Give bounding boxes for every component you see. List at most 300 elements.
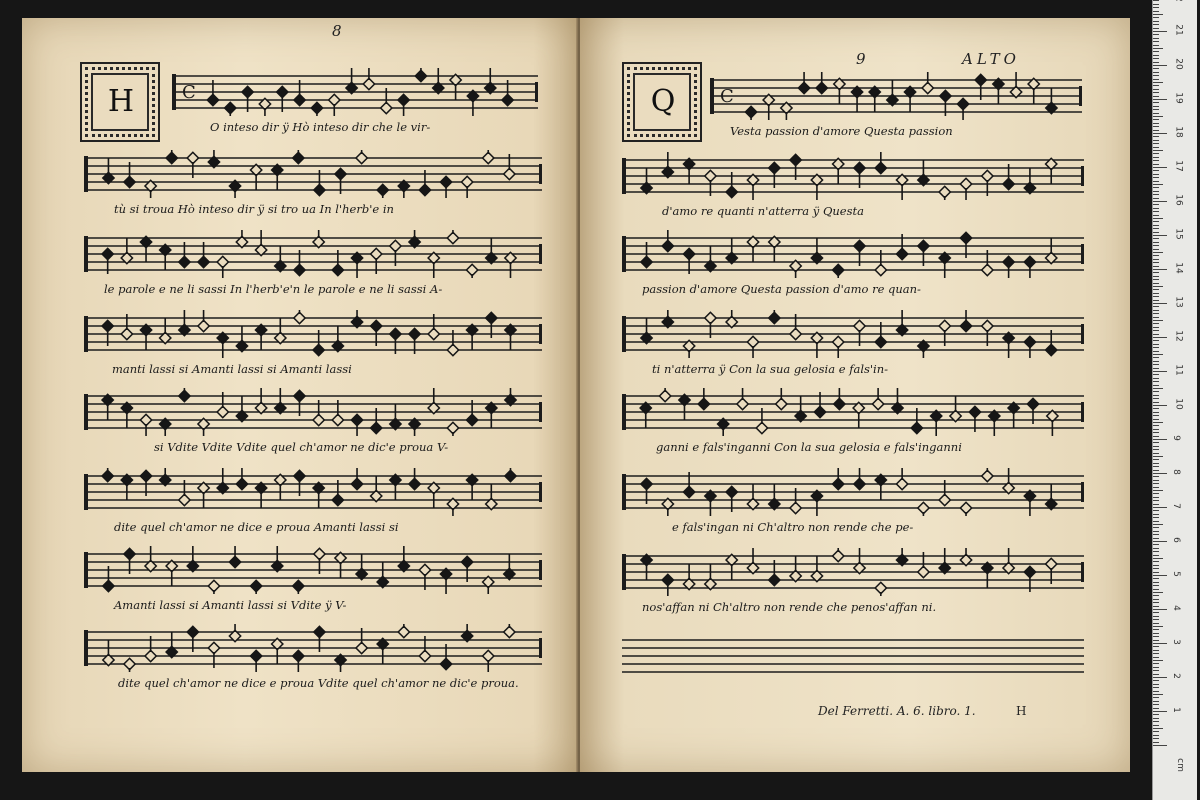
ruler-tick xyxy=(1153,609,1167,610)
ruler-tick xyxy=(1153,490,1163,491)
ruler-tick xyxy=(1153,449,1159,450)
ruler-tick xyxy=(1153,589,1159,590)
ruler-tick xyxy=(1153,31,1167,32)
ruler-tick xyxy=(1153,425,1159,426)
ruler-tick xyxy=(1153,527,1159,528)
ruler-tick xyxy=(1153,391,1159,392)
ruler-number: 5 xyxy=(1170,571,1181,577)
ruler-tick xyxy=(1153,728,1163,729)
ruler-tick xyxy=(1153,82,1163,83)
ruler-tick xyxy=(1153,459,1159,460)
ruler-tick xyxy=(1153,708,1159,709)
staff-system xyxy=(84,310,542,376)
ruler-tick xyxy=(1153,364,1159,365)
ruler-tick xyxy=(1153,11,1159,12)
page-number: 9 xyxy=(856,50,866,68)
ruler-tick xyxy=(1153,228,1159,229)
ruler-tick xyxy=(1153,116,1163,117)
ruler-tick xyxy=(1153,551,1159,552)
ruler-tick xyxy=(1153,289,1159,290)
staff-system xyxy=(84,388,542,454)
ruler-number: 18 xyxy=(1173,126,1184,138)
ruler-number: 14 xyxy=(1173,262,1184,274)
ruler-tick xyxy=(1153,65,1167,66)
lyric-line: tù si troua Hò inteso dir ÿ si tro ua In l'herb'e in xyxy=(114,202,394,216)
ruler-tick xyxy=(1153,514,1159,515)
staff-system xyxy=(84,150,542,216)
ruler-tick xyxy=(1153,371,1167,372)
ruler-tick xyxy=(1153,276,1159,277)
ruler-tick xyxy=(1153,429,1159,430)
ruler-tick xyxy=(1153,385,1159,386)
ruler-tick xyxy=(1153,99,1167,100)
ruler-tick xyxy=(1153,106,1159,107)
ruler-tick xyxy=(1153,735,1159,736)
ruler-tick xyxy=(1153,419,1159,420)
ruler-tick xyxy=(1153,286,1163,287)
ruler-number: 10 xyxy=(1173,398,1184,410)
ruler-tick xyxy=(1153,504,1159,505)
staff-system xyxy=(622,310,1084,376)
ruler-tick xyxy=(1153,184,1163,185)
ruler-tick xyxy=(1153,211,1159,212)
ruler-tick xyxy=(1153,238,1159,239)
staff-lines xyxy=(622,388,1084,436)
lyric-line: O inteso dir ÿ Hò inteso dir che le vir- xyxy=(210,120,431,134)
ruler-tick xyxy=(1153,119,1159,120)
ruler-tick xyxy=(1153,48,1163,49)
ruler-tick xyxy=(1153,62,1159,63)
ruler-tick xyxy=(1153,405,1167,406)
ruler-tick xyxy=(1153,521,1159,522)
ruler-tick xyxy=(1153,711,1167,712)
ruler-tick xyxy=(1153,691,1159,692)
ruler-tick xyxy=(1153,738,1159,739)
ruler-tick xyxy=(1153,507,1167,508)
ruler-tick xyxy=(1153,0,1159,1)
staff-lines xyxy=(622,468,1084,516)
ruler-number: 3 xyxy=(1170,639,1181,645)
ruler-tick xyxy=(1153,232,1159,233)
ruler-tick xyxy=(1153,555,1159,556)
ruler-tick xyxy=(1153,483,1159,484)
ruler-number xyxy=(1174,0,1184,2)
ruler-tick xyxy=(1153,398,1159,399)
ruler-tick xyxy=(1153,541,1167,542)
ruler-tick xyxy=(1153,704,1159,705)
ruler-tick xyxy=(1153,89,1159,90)
staff-system xyxy=(84,230,542,296)
ruler-tick xyxy=(1153,606,1159,607)
ruler-number: 7 xyxy=(1170,503,1181,509)
ruler-tick xyxy=(1153,153,1159,154)
ruler-tick xyxy=(1153,201,1167,202)
ruler-tick xyxy=(1153,643,1167,644)
ruler-tick xyxy=(1153,697,1159,698)
ruler-tick xyxy=(1153,194,1159,195)
ruler-tick xyxy=(1153,742,1159,743)
ruler-tick xyxy=(1153,133,1167,134)
ruler-tick xyxy=(1153,745,1167,746)
ruler-tick xyxy=(1153,524,1163,525)
staff-system xyxy=(622,468,1084,534)
svg-text:C: C xyxy=(182,82,196,103)
ruler-tick xyxy=(1153,334,1159,335)
ruler-tick xyxy=(1153,565,1159,566)
staff-system xyxy=(172,68,538,134)
ruler-tick xyxy=(1153,670,1159,671)
ruler-tick xyxy=(1153,330,1159,331)
ruler-number: 9 xyxy=(1170,435,1181,441)
lyric-line: ti n'atterra ÿ Con la sua gelosia e fals'in- xyxy=(652,362,889,376)
ruler-tick xyxy=(1153,170,1159,171)
staff-system xyxy=(84,624,542,690)
ruler-tick xyxy=(1153,558,1163,559)
staff-lines xyxy=(84,624,542,672)
ruler-tick xyxy=(1153,279,1159,280)
ruler-tick xyxy=(1153,395,1159,396)
ruler-tick xyxy=(1153,92,1159,93)
ruler-tick xyxy=(1153,255,1159,256)
ruler-tick xyxy=(1153,21,1159,22)
staff-system xyxy=(622,548,1084,614)
ruler-tick xyxy=(1153,109,1159,110)
lyric-line: Amanti lassi si Amanti lassi si Vdite ÿ V- xyxy=(114,598,347,612)
ruler-tick xyxy=(1153,323,1159,324)
ruler-tick xyxy=(1153,58,1159,59)
staff-lines xyxy=(84,230,542,278)
ruler-number: 2 xyxy=(1170,673,1181,679)
ruler-tick xyxy=(1153,347,1159,348)
ruler-tick xyxy=(1153,619,1159,620)
ruler-tick xyxy=(1153,306,1159,307)
ruler-tick xyxy=(1153,667,1159,668)
ruler-tick xyxy=(1153,123,1159,124)
ruler-tick xyxy=(1153,544,1159,545)
initial-letter: Q xyxy=(648,83,678,121)
ruler-tick xyxy=(1153,466,1159,467)
ruler-tick xyxy=(1153,694,1163,695)
ruler-number: 15 xyxy=(1173,228,1184,240)
ruler-tick xyxy=(1153,96,1159,97)
ruler-tick xyxy=(1153,41,1159,42)
lyric-line: passion d'amore Questa passion d'amo re quan- xyxy=(642,282,921,296)
ruler-tick xyxy=(1153,725,1159,726)
ruler-tick xyxy=(1153,34,1159,35)
ruler-tick xyxy=(1153,266,1159,267)
ruler-tick xyxy=(1153,415,1159,416)
ruler-tick xyxy=(1153,487,1159,488)
ruler-tick xyxy=(1153,442,1159,443)
decorated-initial xyxy=(622,62,702,142)
ruler-number: 8 xyxy=(1170,469,1181,475)
ruler-tick xyxy=(1153,657,1159,658)
ruler-tick xyxy=(1153,480,1159,481)
ruler-tick xyxy=(1153,374,1159,375)
lyric-line: si Vdite Vdite Vdite quel ch'amor ne dic'e proua V- xyxy=(154,440,449,454)
ruler-tick xyxy=(1153,575,1167,576)
ruler-number: 21 xyxy=(1173,24,1184,36)
ruler-tick xyxy=(1153,381,1159,382)
ruler-tick xyxy=(1153,354,1163,355)
ruler-number: 20 xyxy=(1173,58,1184,70)
ruler-tick xyxy=(1153,408,1159,409)
lyric-line: d'amo re quanti n'atterra ÿ Questa xyxy=(662,204,864,218)
staff-lines xyxy=(710,72,1082,120)
lyric-line: Vesta passion d'amore Questa passion xyxy=(730,124,953,138)
ruler-tick xyxy=(1153,221,1159,222)
ruler-tick xyxy=(1153,79,1159,80)
ruler-tick xyxy=(1153,102,1159,103)
ruler-tick xyxy=(1153,272,1159,273)
ruler-tick xyxy=(1153,582,1159,583)
ruler-tick xyxy=(1153,75,1159,76)
lyric-line: nos'affan ni Ch'altro non rende che penos'affan ni. xyxy=(642,600,937,614)
ruler-tick xyxy=(1153,616,1159,617)
running-title: ALTO xyxy=(962,50,1020,68)
ruler-tick xyxy=(1153,436,1159,437)
ruler-tick xyxy=(1153,351,1159,352)
ruler-tick xyxy=(1153,317,1159,318)
ruler-tick xyxy=(1153,157,1159,158)
ruler-tick xyxy=(1153,361,1159,362)
ruler-tick xyxy=(1153,402,1159,403)
staff-lines xyxy=(84,546,542,594)
ruler-tick xyxy=(1153,439,1167,440)
ruler-tick xyxy=(1153,300,1159,301)
staff-system xyxy=(710,72,1082,138)
ruler-tick xyxy=(1153,327,1159,328)
ruler-tick xyxy=(1153,313,1159,314)
ruler-number: 13 xyxy=(1173,296,1184,308)
ruler-tick xyxy=(1153,663,1159,664)
ruler-tick xyxy=(1153,453,1159,454)
ruler-tick xyxy=(1153,650,1159,651)
initial-letter: H xyxy=(107,84,135,119)
ruler-tick xyxy=(1153,731,1159,732)
ruler-tick xyxy=(1153,45,1159,46)
ruler-tick xyxy=(1153,14,1163,15)
ruler-number: 12 xyxy=(1173,330,1184,342)
ruler-tick xyxy=(1153,500,1159,501)
ruler-unit-label: cm xyxy=(1174,758,1185,772)
ruler-tick xyxy=(1153,4,1159,5)
ruler-number: 6 xyxy=(1170,537,1181,543)
lyric-line: e fals'ingan ni Ch'altro non rende che pe- xyxy=(672,520,914,534)
ruler-tick xyxy=(1153,296,1159,297)
staff-system xyxy=(622,152,1084,218)
ruler-tick xyxy=(1153,72,1159,73)
ruler-tick xyxy=(1153,344,1159,345)
ruler-tick xyxy=(1153,561,1159,562)
ruler-tick xyxy=(1153,177,1159,178)
ruler-tick xyxy=(1153,245,1159,246)
ruler-tick xyxy=(1153,55,1159,56)
ruler-tick xyxy=(1153,585,1159,586)
ruler-tick xyxy=(1153,17,1159,18)
ruler-tick xyxy=(1153,340,1159,341)
decorated-initial xyxy=(80,62,160,142)
ruler-tick xyxy=(1153,140,1159,141)
staff-lines xyxy=(84,468,542,516)
ruler-tick xyxy=(1153,677,1167,678)
staff-system xyxy=(84,546,542,612)
ruler-tick xyxy=(1153,687,1159,688)
staff-lines xyxy=(84,150,542,198)
ruler-tick xyxy=(1153,388,1163,389)
ruler-tick xyxy=(1153,646,1159,647)
staff-lines xyxy=(622,152,1084,200)
ruler-tick xyxy=(1153,242,1159,243)
signature-mark: H xyxy=(1016,704,1027,718)
ruler-tick xyxy=(1153,130,1159,131)
ruler-tick xyxy=(1153,578,1159,579)
ruler-tick xyxy=(1153,599,1159,600)
lyric-line: ganni e fals'inganni Con la sua gelosia e fals'inganni xyxy=(656,440,962,454)
lyric-line: manti lassi si Amanti lassi si Amanti lassi xyxy=(112,362,352,376)
ruler-tick xyxy=(1153,378,1159,379)
ruler-tick xyxy=(1153,714,1159,715)
staff-system xyxy=(622,388,1084,454)
ruler-tick xyxy=(1153,68,1159,69)
ruler-tick xyxy=(1153,674,1159,675)
ruler-tick xyxy=(1153,718,1159,719)
ruler-tick xyxy=(1153,259,1159,260)
ruler-tick xyxy=(1153,633,1159,634)
lyric-line: dite quel ch'amor ne dice e proua Vdite quel ch'amor ne dic'e proua. xyxy=(118,676,519,690)
ruler-tick xyxy=(1153,164,1159,165)
ruler-number: 16 xyxy=(1173,194,1184,206)
ruler-tick xyxy=(1153,136,1159,137)
empty-staff xyxy=(622,632,1084,680)
ruler-tick xyxy=(1153,572,1159,573)
ruler-tick xyxy=(1153,283,1159,284)
ruler-tick xyxy=(1153,636,1159,637)
ruler-tick xyxy=(1153,269,1167,270)
ruler-number: 1 xyxy=(1170,707,1181,713)
ruler-tick xyxy=(1153,534,1159,535)
ruler-tick xyxy=(1153,592,1163,593)
ruler-tick xyxy=(1153,28,1159,29)
ruler-tick xyxy=(1153,204,1159,205)
lyric-line: dite quel ch'amor ne dice e proua Amanti lassi si xyxy=(114,520,399,534)
staff-lines xyxy=(84,310,542,358)
staff-lines xyxy=(622,548,1084,596)
ruler-number: 19 xyxy=(1173,92,1184,104)
ruler-tick xyxy=(1153,432,1159,433)
ruler-tick xyxy=(1153,626,1163,627)
ruler-tick xyxy=(1153,143,1159,144)
ruler-tick xyxy=(1153,684,1159,685)
ruler-tick xyxy=(1153,126,1159,127)
ruler-tick xyxy=(1153,208,1159,209)
ruler-tick xyxy=(1153,510,1159,511)
ruler-tick xyxy=(1153,595,1159,596)
staff-lines xyxy=(622,230,1084,278)
ruler-tick xyxy=(1153,602,1159,603)
ruler-tick xyxy=(1153,215,1159,216)
ruler-tick xyxy=(1153,623,1159,624)
page-number: 8 xyxy=(332,22,342,40)
ruler-tick xyxy=(1153,85,1159,86)
ruler-tick xyxy=(1153,721,1159,722)
staff-system xyxy=(622,230,1084,296)
ruler-tick xyxy=(1153,249,1159,250)
ruler-tick xyxy=(1153,493,1159,494)
ruler-tick xyxy=(1153,310,1159,311)
ruler-tick xyxy=(1153,470,1159,471)
ruler-tick xyxy=(1153,680,1159,681)
ruler-tick xyxy=(1153,113,1159,114)
ruler-tick xyxy=(1153,320,1163,321)
ruler-tick xyxy=(1153,150,1163,151)
staff-lines xyxy=(84,388,542,436)
ruler-tick xyxy=(1153,612,1159,613)
lyric-line: le parole e ne li sassi In l'herb'e'n le parole e ne li sassi A- xyxy=(104,282,443,296)
ruler-tick xyxy=(1153,252,1163,253)
ruler-tick xyxy=(1153,225,1159,226)
ruler-tick xyxy=(1153,160,1159,161)
ruler-tick xyxy=(1153,357,1159,358)
ruler-tick xyxy=(1153,412,1159,413)
ruler-tick xyxy=(1153,640,1159,641)
ruler-tick xyxy=(1153,303,1167,304)
ruler-tick xyxy=(1153,262,1159,263)
ruler-tick xyxy=(1153,660,1163,661)
ruler-tick xyxy=(1153,51,1159,52)
ruler-number: 11 xyxy=(1173,364,1184,376)
svg-text:C: C xyxy=(720,86,734,107)
ruler-tick xyxy=(1153,653,1159,654)
ruler-tick xyxy=(1153,473,1167,474)
ruler-tick xyxy=(1153,187,1159,188)
ruler-tick xyxy=(1153,497,1159,498)
ruler-tick xyxy=(1153,548,1159,549)
ruler-tick xyxy=(1153,337,1167,338)
footer-text: Del Ferretti. A. 6. libro. 1. xyxy=(818,704,976,718)
staff-system xyxy=(84,468,542,534)
ruler-tick xyxy=(1153,198,1159,199)
ruler-tick xyxy=(1153,235,1167,236)
ruler-tick xyxy=(1153,629,1159,630)
ruler-tick xyxy=(1153,38,1159,39)
ruler-tick xyxy=(1153,24,1159,25)
ruler-tick xyxy=(1153,7,1159,8)
ruler-tick xyxy=(1153,174,1159,175)
ruler-tick xyxy=(1153,167,1167,168)
ruler-tick xyxy=(1153,147,1159,148)
ruler-tick xyxy=(1153,293,1159,294)
ruler-number: 4 xyxy=(1170,605,1181,611)
ruler-tick xyxy=(1153,456,1163,457)
ruler-tick xyxy=(1153,446,1159,447)
left-page xyxy=(22,18,578,772)
ruler-tick xyxy=(1153,463,1159,464)
ruler-tick xyxy=(1153,517,1159,518)
ruler-tick xyxy=(1153,181,1159,182)
ruler-number: 17 xyxy=(1173,160,1184,172)
ruler-tick xyxy=(1153,568,1159,569)
ruler-tick xyxy=(1153,476,1159,477)
staff-lines xyxy=(622,310,1084,358)
measuring-ruler xyxy=(1152,0,1197,800)
staff-lines xyxy=(172,68,538,116)
right-page xyxy=(580,18,1130,772)
ruler-tick xyxy=(1153,368,1159,369)
ruler-tick xyxy=(1153,531,1159,532)
ruler-tick xyxy=(1153,191,1159,192)
ruler-tick xyxy=(1153,218,1163,219)
